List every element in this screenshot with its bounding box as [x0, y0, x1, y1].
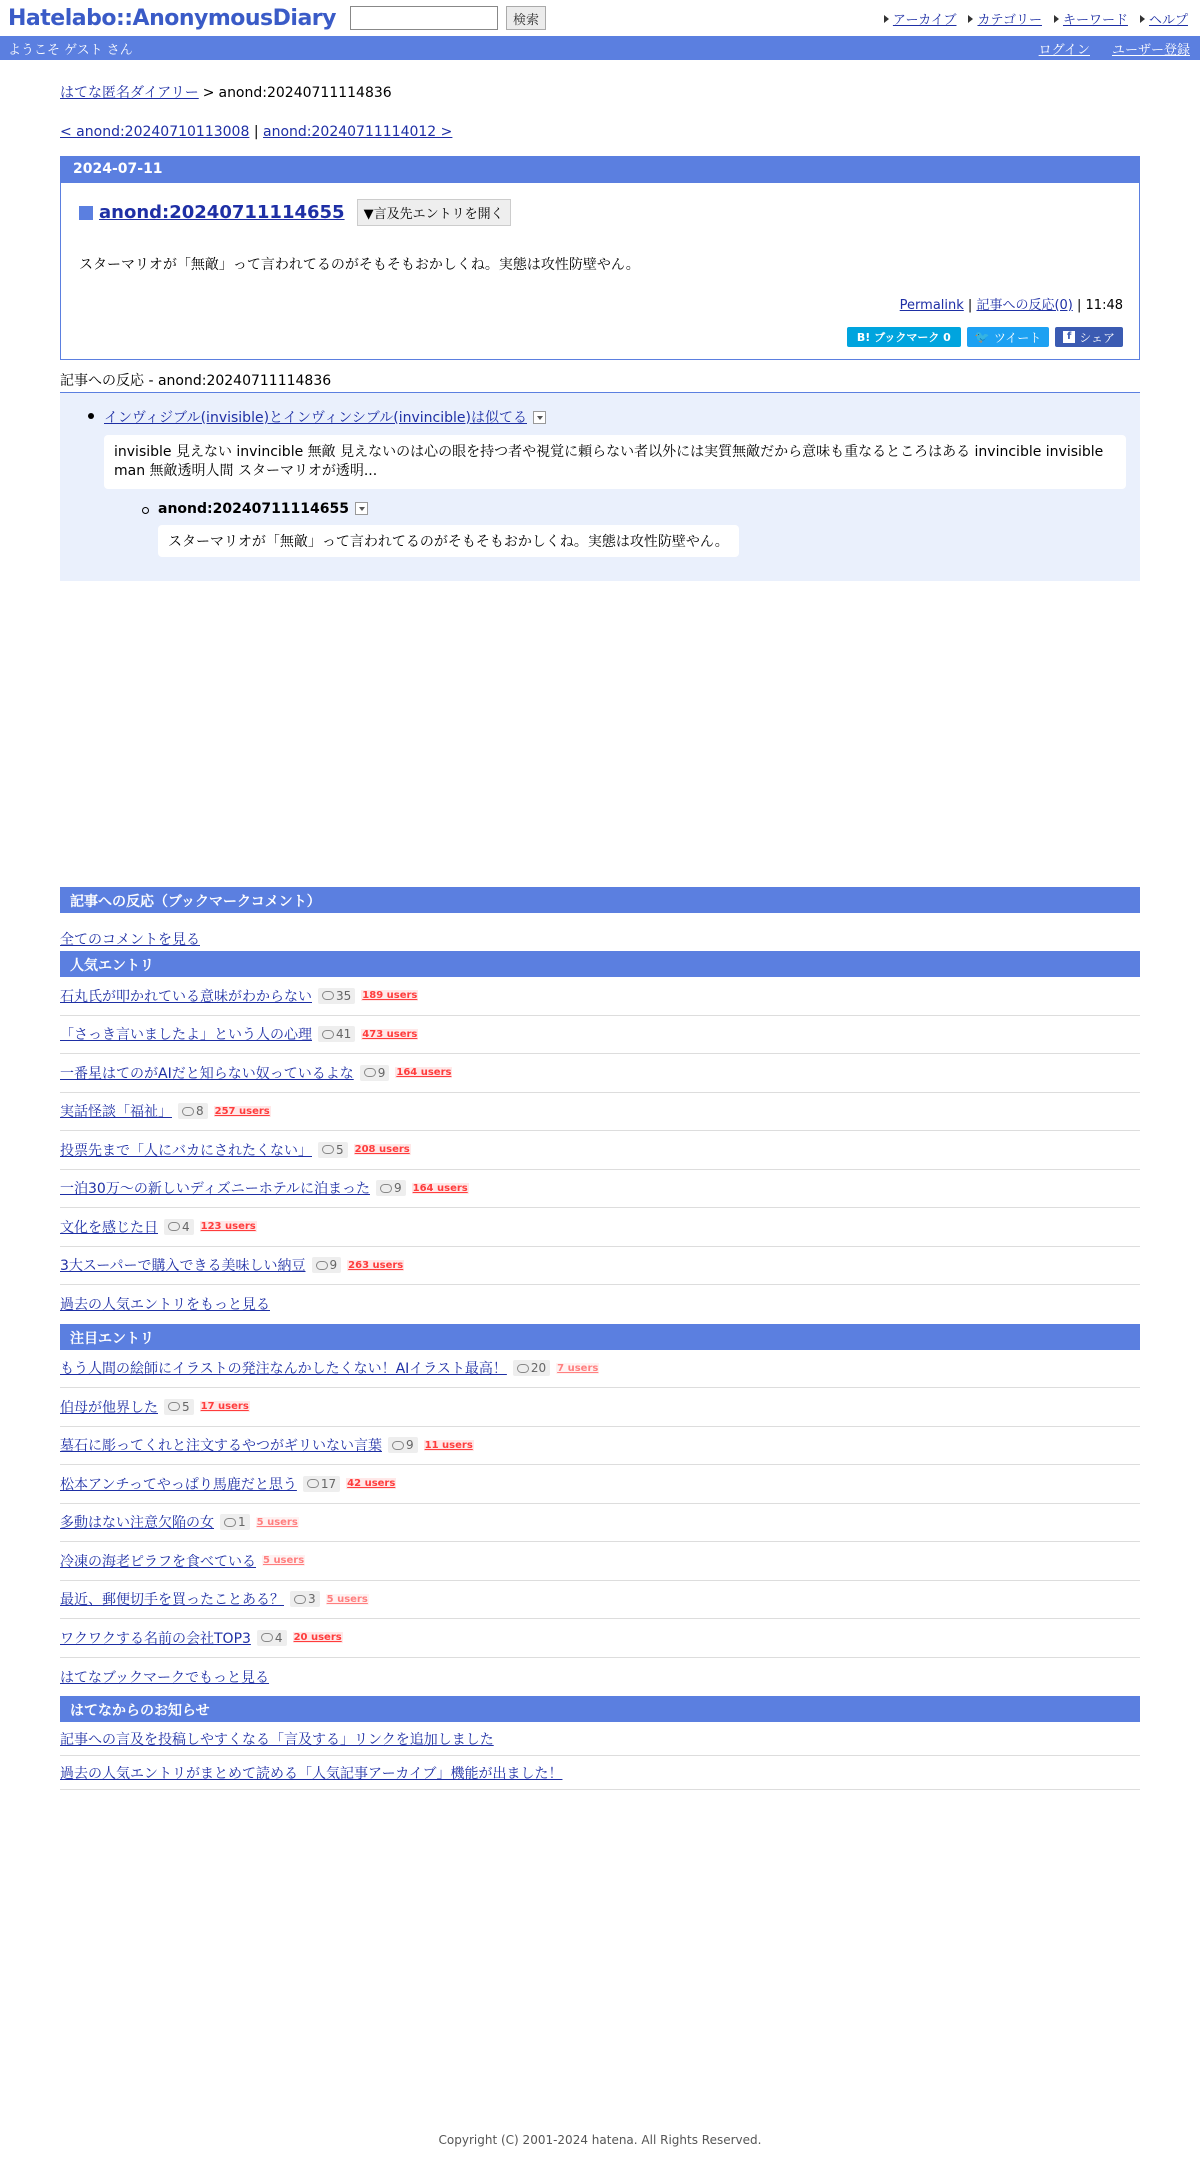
dropdown-icon[interactable] [355, 502, 368, 515]
comment-bubble-icon [517, 1364, 529, 1373]
notable-more-link[interactable]: はてなブックマークでもっと見る [60, 1669, 270, 1686]
comment-count-badge[interactable] [257, 1630, 287, 1646]
reactions-link[interactable]: 記事への反応(0) [976, 298, 1073, 313]
dropdown-icon[interactable] [533, 411, 546, 424]
entry-link[interactable]: 文化を感じた日 [60, 1219, 158, 1236]
twitter-bird-icon: 🐦 [974, 330, 990, 344]
users-count-badge[interactable]: 20 users [293, 1632, 342, 1644]
nav-archive[interactable]: アーカイブ [884, 9, 957, 28]
comment-count: 3 [308, 1592, 316, 1607]
notable-section-title: 注目エントリ [60, 1324, 1140, 1350]
ref-title-link[interactable]: インヴィジブル(invisible)とインヴィンシブル(invincible)は似てる [104, 410, 527, 426]
entry-list-item [60, 1542, 1140, 1581]
comment-count-badge[interactable] [164, 1219, 194, 1235]
comment-bubble-icon [322, 991, 334, 1000]
tweet-button[interactable]: 🐦 ツイート [967, 327, 1049, 347]
comment-count: 9 [406, 1438, 414, 1453]
entry-list-item [60, 1504, 1140, 1543]
entry-body: スターマリオが「無敵」って言われてるのがそもそもおかしくね。実態は攻性防壁やん。 [79, 257, 640, 273]
arrow-right-icon [884, 15, 889, 23]
news-item: 記事への言及を投稿しやすくなる「言及する」リンクを追加しました [60, 1722, 1140, 1756]
bookmark-section-title: 記事への反応（ブックマークコメント） [60, 887, 1140, 913]
users-count-badge[interactable]: 7 users [557, 1362, 599, 1374]
comment-count-badge[interactable] [318, 988, 355, 1004]
comment-bubble-icon [322, 1145, 334, 1154]
popular-section-title: 人気エントリ [60, 951, 1140, 977]
next-entry-link[interactable]: anond:20240711114012 > [263, 124, 453, 140]
entry-list-item [60, 977, 1140, 1016]
arrow-right-icon [968, 15, 973, 23]
comment-count: 4 [274, 1630, 283, 1645]
breadcrumb [60, 82, 1140, 102]
comment-count: 5 [336, 1142, 344, 1157]
comment-bubble-icon [316, 1261, 328, 1270]
entry-link[interactable]: 墓石に彫ってくれと注文するやつがギリいない言葉 [60, 1438, 382, 1455]
notable-list [60, 1350, 1140, 1658]
facebook-icon: f [1063, 331, 1075, 343]
entry-list-item [60, 1208, 1140, 1247]
users-count-badge[interactable]: 5 users [263, 1555, 305, 1567]
prev-next-divider: | [253, 124, 259, 140]
permalink-link[interactable]: Permalink [899, 298, 964, 313]
entry-list-item [60, 1131, 1140, 1170]
comment-bubble-icon [168, 1222, 180, 1231]
welcome-text: ようこそ ゲスト さん [8, 42, 133, 58]
entry-link[interactable]: 投票先まで「人にバカにされたくない」 [60, 1142, 312, 1159]
bullet-icon [88, 413, 94, 419]
comment-bubble-icon [224, 1518, 236, 1527]
comment-bubble-icon [392, 1441, 404, 1450]
nav-keyword[interactable]: キーワード [1054, 9, 1128, 28]
ref-excerpt: invisible 見えない invincible 無敵 見えないのは心の眼を持つ者や視覚に頼らない者以外には実質無敵だから意味も重なるところはある invincible invisible man 無敵透明人間 スターマリオが透明... [104, 435, 1126, 489]
main-content [60, 82, 1140, 1790]
comment-bubble-icon [294, 1595, 306, 1604]
users-count-badge[interactable]: 164 users [412, 1182, 468, 1194]
facebook-share-button[interactable]: f シェア [1055, 327, 1123, 347]
sub-ref-item [158, 501, 1126, 517]
comment-count: 5 [182, 1399, 190, 1414]
comment-count-badge[interactable] [513, 1360, 550, 1376]
users-count-badge[interactable]: 189 users [362, 990, 418, 1002]
all-comments-link[interactable]: 全てのコメントを見る [60, 932, 200, 948]
comment-bubble-icon [380, 1184, 392, 1193]
entry-list-item [60, 1350, 1140, 1389]
entry-link[interactable]: 3大スーパーで購入できる美味しい納豆 [60, 1258, 306, 1275]
arrow-right-icon [1140, 15, 1145, 23]
comment-count: 41 [336, 1027, 352, 1042]
signup-link[interactable]: ユーザー登録 [1111, 42, 1190, 58]
prev-next-nav [60, 124, 1140, 140]
comment-bubble-icon [182, 1107, 194, 1116]
comment-count-badge[interactable] [312, 1257, 342, 1273]
users-count-badge[interactable]: 257 users [214, 1105, 270, 1117]
entry-title-link[interactable]: anond:20240711114655 [99, 202, 345, 223]
entry-link[interactable]: 最近、郵便切手を買ったことある？ [60, 1592, 284, 1609]
comment-count: 9 [377, 1065, 386, 1080]
users-count-badge[interactable]: 11 users [424, 1439, 473, 1451]
arrow-right-icon [1054, 15, 1059, 23]
entry-time: 11:48 [1085, 298, 1123, 313]
entry-link[interactable]: 石丸氏が叩かれている意味がわからない [60, 988, 312, 1005]
comment-count: 20 [530, 1361, 547, 1376]
comment-count-badge[interactable] [360, 1065, 390, 1081]
comment-bubble-icon [168, 1402, 180, 1411]
entry-list-item [60, 1388, 1140, 1427]
welcome-bar [0, 36, 1200, 60]
users-count-badge[interactable]: 17 users [200, 1401, 249, 1413]
breadcrumb-current: anond:20240711114836 [218, 85, 392, 101]
entry-list-item [60, 1016, 1140, 1055]
search-button[interactable]: 検索 [506, 6, 546, 30]
popular-list [60, 977, 1140, 1285]
ref-item [104, 407, 1126, 427]
sub-ref-title: anond:20240711114655 [158, 500, 349, 517]
users-count-badge[interactable]: 208 users [354, 1144, 410, 1156]
entry-list-item [60, 1465, 1140, 1504]
entry-list-item [60, 1427, 1140, 1466]
users-count-badge[interactable]: 263 users [348, 1259, 404, 1271]
entry-link[interactable]: 伯母が他界した [60, 1399, 158, 1416]
title-square-icon [79, 206, 93, 220]
entry-link[interactable]: 一泊30万〜の新しいディズニーホテルに泊まった [60, 1181, 370, 1198]
users-count-badge[interactable]: 5 users [326, 1593, 368, 1605]
entry-list-item [60, 1581, 1140, 1620]
day-box [60, 156, 1140, 360]
entry-list-item [60, 1054, 1140, 1093]
site-logo[interactable]: Hatelabo::AnonymousDiary [8, 5, 336, 31]
entry-link[interactable]: 一番星はてのがAIだと知らない奴っているよな [60, 1065, 354, 1082]
entry-list-item [60, 1247, 1140, 1286]
comment-count: 17 [320, 1476, 337, 1491]
entry-list-item [60, 1170, 1140, 1209]
comment-count-badge[interactable] [318, 1142, 348, 1158]
users-count-badge[interactable]: 473 users [362, 1028, 418, 1040]
breadcrumb-home[interactable]: はてな匿名ダイアリー [60, 85, 199, 101]
entry-link[interactable]: 多動はない注意欠陥の女 [60, 1515, 214, 1532]
entry-link[interactable]: 実話怪談「福祉」 [60, 1104, 172, 1121]
news-item: 過去の人気エントリがまとめて読める「人気記事アーカイブ」機能が出ました！ [60, 1756, 1140, 1790]
users-count-badge[interactable]: 42 users [347, 1478, 396, 1490]
open-refs-button[interactable]: ▼言及先エントリを開く [357, 199, 511, 226]
entry-date: 2024-07-11 [61, 157, 1139, 183]
notable-more-row [60, 1658, 1140, 1697]
entry-link[interactable]: 「さっき言いましたよ」という人の心理 [60, 1027, 312, 1044]
entry-link[interactable]: もう人間の絵師にイラストの発注なんかしたくない！AIイラスト最高！ [60, 1361, 507, 1378]
entry-list-item [60, 1619, 1140, 1658]
breadcrumb-separator: > [202, 85, 215, 101]
header-nav [884, 9, 1188, 28]
comment-bubble-icon [322, 1030, 334, 1039]
users-count-badge[interactable]: 5 users [256, 1516, 298, 1528]
users-count-badge[interactable]: 164 users [396, 1067, 452, 1079]
prev-entry-link[interactable]: < anond:20240710113008 [60, 124, 250, 140]
comment-count-badge[interactable] [220, 1514, 250, 1530]
entry-meta: Permalink | 記事への反応(0) | 11:48 [899, 298, 1123, 313]
entry-link[interactable]: 冷凍の海老ピラフを食べている [60, 1553, 256, 1570]
header [0, 0, 1200, 36]
news-section-title: はてなからのお知らせ [60, 1696, 1140, 1722]
comment-count-badge[interactable] [290, 1591, 320, 1607]
comment-bubble-icon [261, 1633, 273, 1642]
comment-count: 35 [336, 988, 352, 1003]
search-input[interactable] [350, 6, 498, 30]
bookmark-section [60, 887, 1140, 951]
sub-ref-excerpt: スターマリオが「無敵」って言われてるのがそもそもおかしくね。実態は攻性防壁やん。 [158, 525, 739, 557]
comment-count-badge[interactable] [318, 1026, 355, 1042]
comment-count: 9 [394, 1181, 402, 1196]
comment-bubble-icon [307, 1479, 319, 1488]
nav-category[interactable]: カテゴリー [968, 9, 1041, 28]
comment-count-badge[interactable] [178, 1103, 208, 1119]
bullet-circle-icon [142, 507, 149, 514]
entry-link[interactable]: ワクワクする名前の会社TOP3 [60, 1630, 251, 1647]
comment-count: 4 [182, 1219, 190, 1234]
footer-copyright: Copyright (C) 2001-2024 hatena. All Rights Reserved. [438, 2133, 762, 2147]
comment-count-badge[interactable] [164, 1399, 194, 1415]
nav-help[interactable]: ヘルプ [1140, 9, 1188, 28]
comment-count-badge[interactable] [376, 1180, 406, 1196]
login-link[interactable]: ログイン [1038, 42, 1090, 58]
users-count-badge[interactable]: 123 users [200, 1221, 256, 1233]
comment-count-badge[interactable] [303, 1476, 340, 1492]
entry-list-item [60, 1093, 1140, 1132]
refs-area [60, 393, 1140, 581]
hatena-bookmark-button[interactable]: B! ブックマーク 0 [847, 327, 961, 347]
comment-count: 8 [196, 1104, 204, 1119]
share-row [61, 327, 1123, 347]
entry-link[interactable]: 松本アンチってやっぱり馬鹿だと思う [60, 1476, 297, 1493]
comment-count: 9 [329, 1258, 338, 1273]
popular-more-link[interactable]: 過去の人気エントリをもっと見る [60, 1297, 270, 1314]
comment-bubble-icon [364, 1068, 376, 1077]
refs-title: 記事への反応 - anond:20240711114836 [60, 370, 1140, 393]
comment-count: 1 [238, 1515, 246, 1530]
comment-count-badge[interactable] [388, 1437, 418, 1453]
popular-more-row [60, 1285, 1140, 1324]
